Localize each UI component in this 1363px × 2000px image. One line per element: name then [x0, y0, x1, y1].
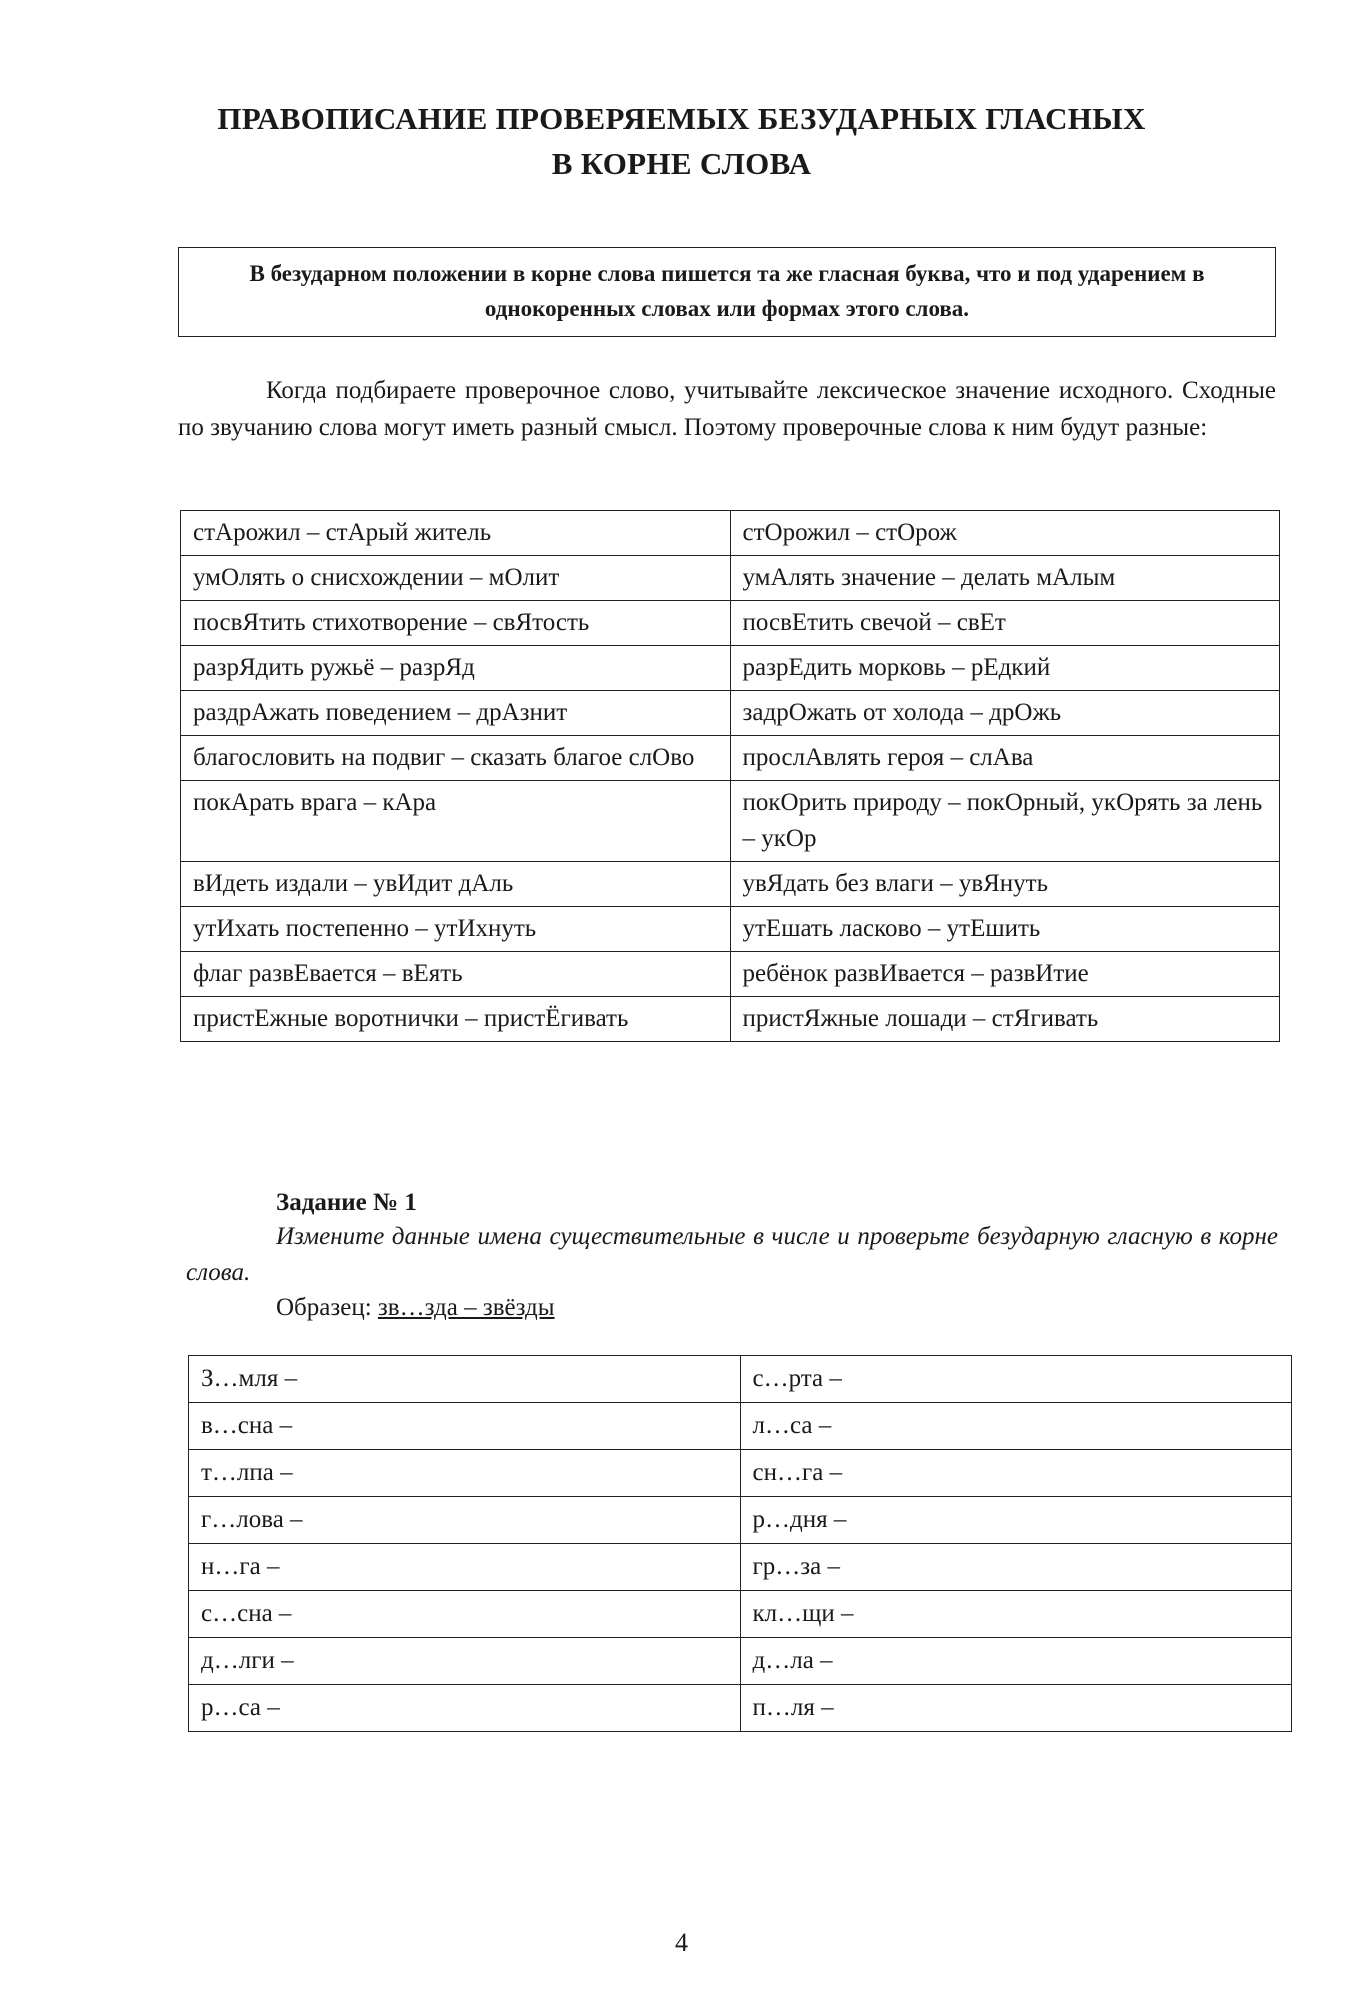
table-row [181, 862, 1280, 907]
pair-right: разрЕдить морковь – рЕдкий [730, 646, 1280, 691]
pair-left: разрЯдить ружьё – разрЯд [181, 646, 731, 691]
table-row [181, 601, 1280, 646]
table-row [181, 952, 1280, 997]
task-cell-left: с…сна – [189, 1591, 741, 1638]
pair-left: флаг развЕвается – вЕять [181, 952, 731, 997]
task-sample [276, 1292, 555, 1324]
pair-right: утЕшать ласково – утЕшить [730, 907, 1280, 952]
pair-left: пристЕжные воротнички – пристЁгивать [181, 997, 731, 1042]
sample-value: зв…зда – звёзды [377, 1294, 555, 1321]
task-cell-left: р…са – [189, 1685, 741, 1732]
pair-right: покОрить природу – покОрный, укОрять за лень – укОр [730, 781, 1280, 862]
task-cell-left: в…сна – [189, 1403, 741, 1450]
pair-right: стОрожил – стОрож [730, 511, 1280, 556]
table-row [181, 691, 1280, 736]
task-cell-right: л…са – [740, 1403, 1292, 1450]
table-row [189, 1356, 1292, 1403]
pair-left: умОлять о снисхождении – мОлит [181, 556, 731, 601]
rule-box: В безударном положении в корне слова пишется та же гласная буква, что и под ударением в однокоренных словах или формах этого слова. [178, 247, 1276, 337]
task-cell-right: кл…щи – [740, 1591, 1292, 1638]
task-cell-left: н…га – [189, 1544, 741, 1591]
title-line-1: ПРАВОПИСАНИЕ ПРОВЕРЯЕМЫХ БЕЗУДАРНЫХ ГЛАСНЫХ [217, 101, 1146, 136]
pair-left: благословить на подвиг – сказать благое слОво [181, 736, 731, 781]
table-row [181, 997, 1280, 1042]
table-row [189, 1450, 1292, 1497]
task-cell-right: гр…за – [740, 1544, 1292, 1591]
table-row [189, 1638, 1292, 1685]
task-cell-left: т…лпа – [189, 1450, 741, 1497]
pair-right: посвЕтить свечой – свЕт [730, 601, 1280, 646]
table-row [189, 1591, 1292, 1638]
table-row [181, 646, 1280, 691]
table-row [181, 781, 1280, 862]
table-row [181, 736, 1280, 781]
page-title [0, 96, 1363, 186]
table-row [181, 907, 1280, 952]
task-cell-right: д…ла – [740, 1638, 1292, 1685]
pair-left: покАрать врага – кАра [181, 781, 731, 862]
table-row [189, 1403, 1292, 1450]
task-cell-left: З…мля – [189, 1356, 741, 1403]
sample-label: Образец: [276, 1294, 372, 1321]
pair-left: утИхать постепенно – утИхнуть [181, 907, 731, 952]
title-line-2: В КОРНЕ СЛОВА [551, 146, 812, 181]
pair-left: вИдеть издали – увИдит дАль [181, 862, 731, 907]
pair-right: пристЯжные лошади – стЯгивать [730, 997, 1280, 1042]
word-pairs-table [180, 510, 1280, 1042]
task-cell-left: г…лова – [189, 1497, 741, 1544]
task-cell-right: р…дня – [740, 1497, 1292, 1544]
task-cell-right: п…ля – [740, 1685, 1292, 1732]
pair-right: прослАвлять героя – слАва [730, 736, 1280, 781]
task-instructions: Измените данные имена существительные в числе и проверьте безударную гласную в корне слова. [186, 1223, 1278, 1286]
pair-right: умАлять значение – делать мАлым [730, 556, 1280, 601]
pair-right: увЯдать без влаги – увЯнуть [730, 862, 1280, 907]
pair-right: ребёнок развИвается – развИтие [730, 952, 1280, 997]
table-row [189, 1685, 1292, 1732]
task-table [188, 1355, 1292, 1732]
pair-left: раздрАжать поведением – дрАзнит [181, 691, 731, 736]
pair-right: задрОжать от холода – дрОжь [730, 691, 1280, 736]
task-cell-right: сн…га – [740, 1450, 1292, 1497]
intro-paragraph [178, 372, 1276, 446]
task-title: Задание № 1 [276, 1189, 417, 1216]
table-row [189, 1544, 1292, 1591]
pair-left: посвЯтить стихотворение – свЯтость [181, 601, 731, 646]
table-row [189, 1497, 1292, 1544]
task-cell-right: с…рта – [740, 1356, 1292, 1403]
pair-left: стАрожил – стАрый житель [181, 511, 731, 556]
page-number: 4 [675, 1928, 688, 1957]
table-row [181, 511, 1280, 556]
intro-text: Когда подбираете проверочное слово, учитывайте лексическое значение исходного. Сходные по звучанию слова могут иметь разный смысл. Поэтому проверочные слова к ним будут разные: [178, 377, 1276, 441]
task-cell-left: д…лги – [189, 1638, 741, 1685]
table-row [181, 556, 1280, 601]
